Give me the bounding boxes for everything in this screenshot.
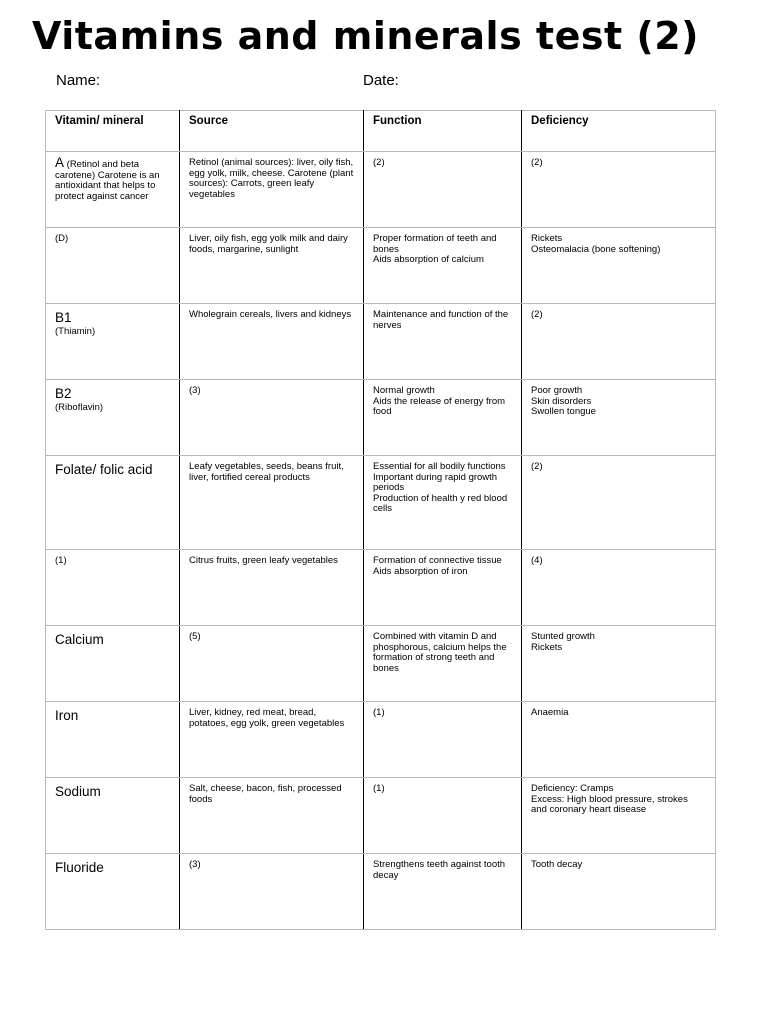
nutrient-note: (Retinol and beta carotene) Carotene is an antioxidant that helps to protect against cancer bbox=[55, 159, 160, 202]
function-line: (1) bbox=[373, 707, 385, 718]
function-line: Aids absorption of calcium bbox=[373, 254, 484, 266]
nutrient-cell bbox=[46, 152, 180, 228]
vitamins-table bbox=[45, 110, 716, 930]
deficiency-line: Stunted growth bbox=[531, 631, 595, 642]
table-row bbox=[46, 702, 716, 778]
table-row bbox=[46, 304, 716, 380]
function-cell bbox=[364, 778, 522, 854]
header-deficiency: Deficiency bbox=[522, 111, 716, 152]
source-cell: (5) bbox=[180, 626, 364, 702]
table-row bbox=[46, 778, 716, 854]
header-row bbox=[46, 111, 716, 152]
function-cell bbox=[364, 152, 522, 228]
name-label: Name: bbox=[56, 72, 101, 89]
nutrient-cell bbox=[46, 304, 180, 380]
function-cell bbox=[364, 380, 522, 456]
deficiency-line: Tooth decay bbox=[531, 859, 583, 870]
table-row bbox=[46, 550, 716, 626]
nutrient-name: Sodium bbox=[55, 784, 101, 799]
nutrient-cell bbox=[46, 380, 180, 456]
table-row bbox=[46, 626, 716, 702]
function-line: (2) bbox=[373, 157, 385, 168]
deficiency-cell bbox=[522, 456, 716, 550]
deficiency-cell bbox=[522, 152, 716, 228]
function-line: Production of health y red blood cells bbox=[373, 492, 508, 515]
function-line: Proper formation of teeth and bones bbox=[373, 233, 497, 255]
source-cell: Liver, kidney, red meat, bread, potatoes, egg yolk, green vegetables bbox=[180, 702, 364, 778]
source-cell: Leafy vegetables, seeds, beans fruit, liver, fortified cereal products bbox=[180, 456, 364, 550]
function-cell bbox=[364, 854, 522, 930]
date-label: Date: bbox=[363, 72, 399, 89]
function-line: Formation of connective tissue bbox=[373, 555, 502, 566]
source-cell: Wholegrain cereals, livers and kidneys bbox=[180, 304, 364, 380]
function-cell bbox=[364, 456, 522, 550]
source-cell: Retinol (animal sources): liver, oily fish, egg yolk, milk, cheese. Carotene (plant sources): Carrots, green leafy vegetables bbox=[180, 152, 364, 228]
header-source: Source bbox=[180, 111, 364, 152]
source-cell: Liver, oily fish, egg yolk milk and dairy foods, margarine, sunlight bbox=[180, 228, 364, 304]
table-row bbox=[46, 152, 716, 228]
table-row bbox=[46, 854, 716, 930]
deficiency-cell bbox=[522, 778, 716, 854]
deficiency-cell bbox=[522, 228, 716, 304]
deficiency-line: Osteomalacia (bone softening) bbox=[531, 243, 661, 255]
function-line: Aids absorption of iron bbox=[373, 565, 468, 577]
function-cell bbox=[364, 228, 522, 304]
deficiency-line: Skin disorders bbox=[531, 395, 592, 407]
function-line: Aids the release of energy from food bbox=[373, 395, 506, 418]
deficiency-cell bbox=[522, 304, 716, 380]
nutrient-name: Calcium bbox=[55, 632, 104, 647]
nutrient-name: Iron bbox=[55, 708, 79, 723]
table-row bbox=[46, 380, 716, 456]
source-cell: (3) bbox=[180, 854, 364, 930]
header-function: Function bbox=[364, 111, 522, 152]
function-line: (1) bbox=[373, 783, 385, 794]
function-cell bbox=[364, 550, 522, 626]
nutrient-name: B2 bbox=[55, 386, 72, 401]
table-row bbox=[46, 228, 716, 304]
deficiency-cell bbox=[522, 380, 716, 456]
source-cell: (3) bbox=[180, 380, 364, 456]
deficiency-cell bbox=[522, 854, 716, 930]
nutrient-name: Folate/ folic acid bbox=[55, 462, 153, 477]
function-cell bbox=[364, 304, 522, 380]
deficiency-line: (2) bbox=[531, 157, 543, 168]
deficiency-cell bbox=[522, 550, 716, 626]
function-line: Essential for all bodily functions bbox=[373, 461, 506, 472]
table-row bbox=[46, 456, 716, 550]
nutrient-name: Fluoride bbox=[55, 860, 104, 875]
nutrient-cell bbox=[46, 702, 180, 778]
deficiency-cell bbox=[522, 702, 716, 778]
deficiency-cell bbox=[522, 626, 716, 702]
function-line: Normal growth bbox=[373, 385, 435, 396]
deficiency-line: (2) bbox=[531, 461, 543, 472]
nutrient-cell bbox=[46, 456, 180, 550]
deficiency-line: (4) bbox=[531, 555, 543, 566]
deficiency-line: Deficiency: Cramps bbox=[531, 783, 614, 794]
deficiency-line: Anaemia bbox=[531, 707, 569, 718]
function-cell bbox=[364, 626, 522, 702]
nutrient-cell: (D) bbox=[46, 228, 180, 304]
deficiency-line: Excess: High blood pressure, strokes and coronary heart disease bbox=[531, 793, 688, 816]
deficiency-line: Rickets bbox=[531, 233, 563, 244]
deficiency-line: Swollen tongue bbox=[531, 406, 596, 418]
nutrient-cell: (1) bbox=[46, 550, 180, 626]
function-cell bbox=[364, 702, 522, 778]
page-title: Vitamins and minerals test (2) bbox=[32, 14, 700, 58]
nutrient-name: B1 bbox=[55, 310, 72, 325]
deficiency-line: Poor growth bbox=[531, 385, 583, 396]
function-line: Combined with vitamin D and phosphorous, calcium helps the formation of strong teeth and bones bbox=[373, 631, 507, 674]
source-cell: Citrus fruits, green leafy vegetables bbox=[180, 550, 364, 626]
nutrient-name: A bbox=[55, 155, 65, 170]
nutrient-cell bbox=[46, 778, 180, 854]
function-line: Important during rapid growth periods bbox=[373, 471, 498, 494]
nutrient-cell bbox=[46, 854, 180, 930]
header-vitamin-mineral: Vitamin/ mineral bbox=[46, 111, 180, 152]
nutrient-cell bbox=[46, 626, 180, 702]
deficiency-line: (2) bbox=[531, 309, 543, 320]
nutrient-subname: (Riboflavin) bbox=[55, 402, 104, 413]
function-line: Strengthens teeth against tooth decay bbox=[373, 859, 506, 881]
source-cell: Salt, cheese, bacon, fish, processed foods bbox=[180, 778, 364, 854]
deficiency-line: Rickets bbox=[531, 641, 563, 653]
nutrient-subname: (Thiamin) bbox=[55, 326, 96, 337]
function-line: Maintenance and function of the nerves bbox=[373, 309, 509, 331]
